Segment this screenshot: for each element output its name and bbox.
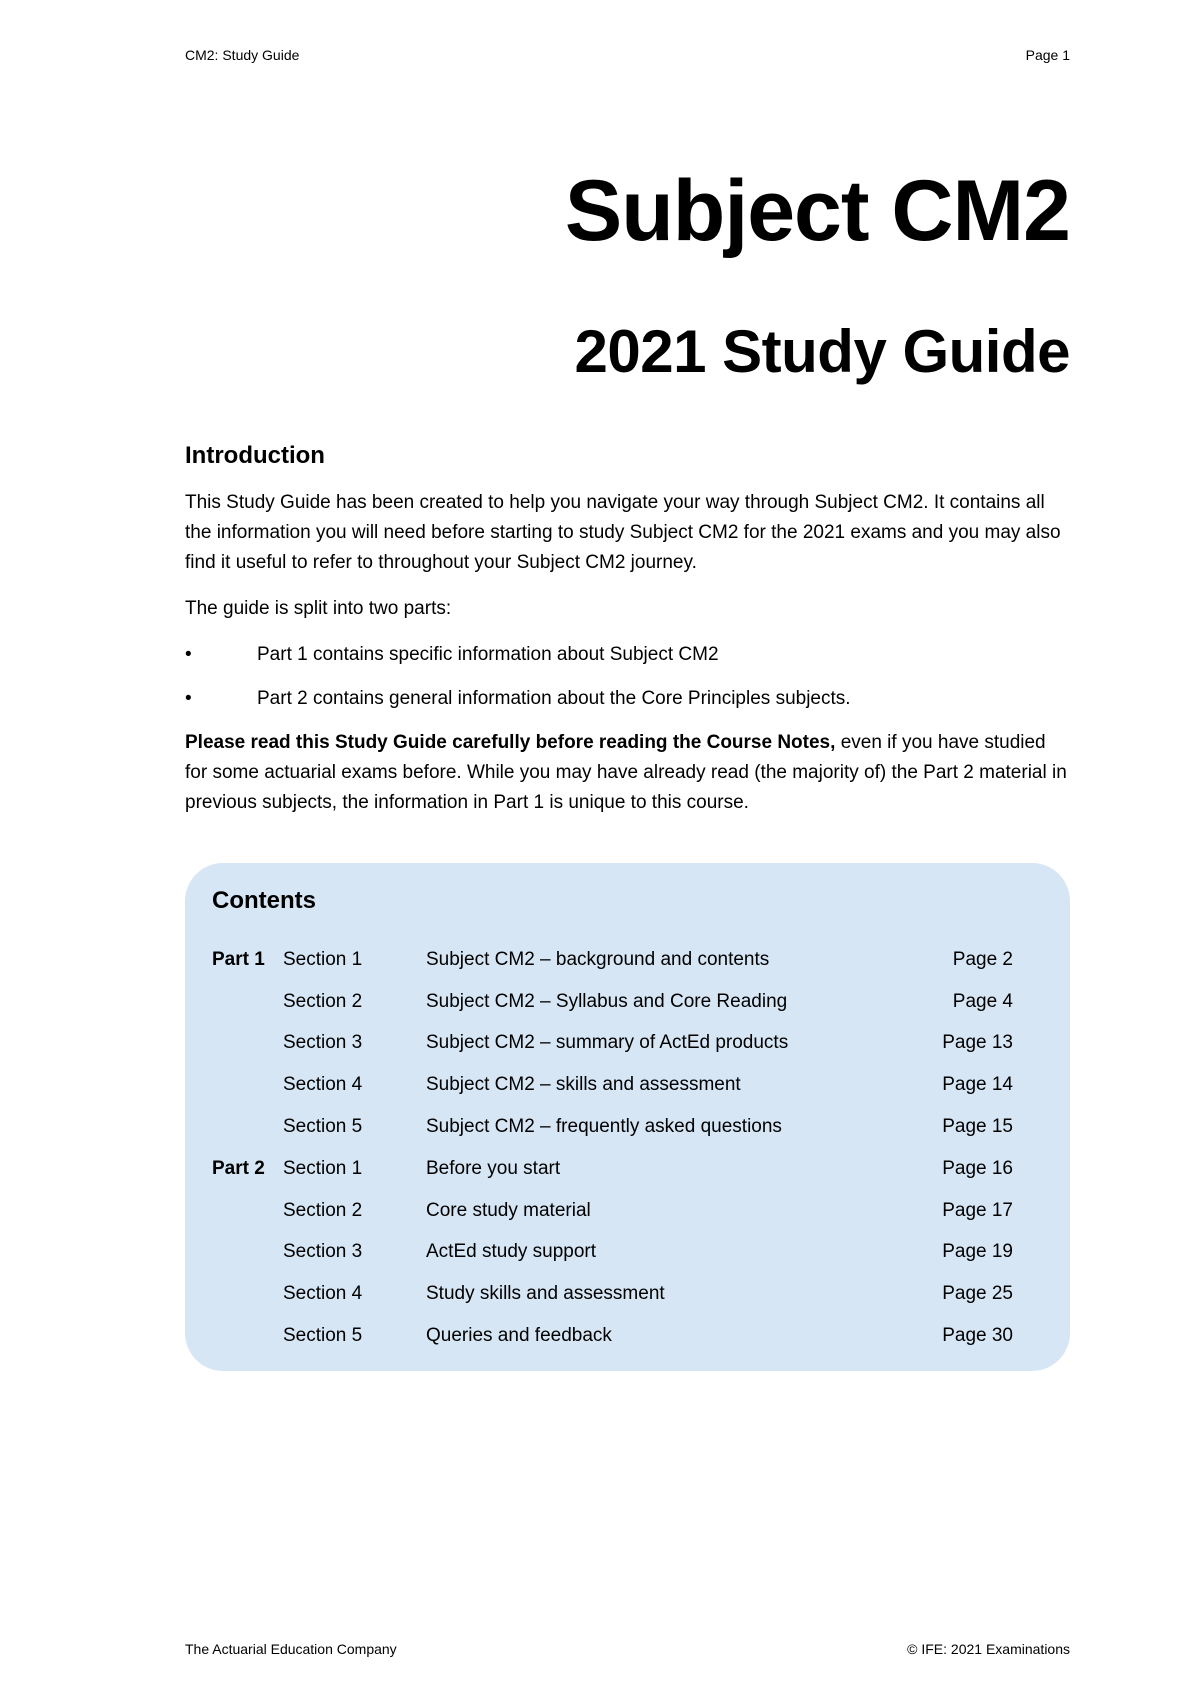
- toc-section: Section 3: [283, 1241, 363, 1263]
- footer-copyright: © IFE: 2021 Examinations: [907, 1641, 1070, 1657]
- toc-title: Core study material: [426, 1199, 591, 1221]
- document-subtitle: 2021 Study Guide: [574, 318, 1070, 385]
- toc-title: Study skills and assessment: [426, 1283, 665, 1305]
- table-row: [212, 1023, 1043, 1065]
- list-item: [185, 684, 1070, 714]
- toc-title: Subject CM2 – Syllabus and Core Reading: [426, 990, 788, 1012]
- introduction-section: [185, 440, 1070, 834]
- toc-section: Section 4: [283, 1283, 363, 1305]
- table-row: [212, 939, 1043, 981]
- footer-publisher: The Actuarial Education Company: [185, 1641, 397, 1657]
- header-doc-title: CM2: Study Guide: [185, 47, 300, 63]
- introduction-paragraph-3: [185, 728, 1070, 818]
- toc-section: Section 5: [283, 1325, 363, 1347]
- bullet-icon: •: [185, 644, 192, 665]
- toc-page: Page 16: [942, 1157, 1013, 1179]
- contents-table: [212, 939, 1043, 1357]
- toc-section: Section 2: [283, 1199, 363, 1221]
- toc-page: Page 2: [952, 948, 1013, 970]
- introduction-paragraph-2: The guide is split into two parts:: [185, 598, 452, 619]
- list-item: [185, 640, 1070, 670]
- toc-page: Page 25: [942, 1283, 1013, 1305]
- table-row: [212, 1148, 1043, 1190]
- list-item-text: Part 2 contains general information about the Core Principles subjects.: [257, 688, 851, 709]
- toc-title: Subject CM2 – frequently asked questions: [426, 1116, 782, 1138]
- toc-section: Section 3: [283, 1032, 363, 1054]
- list-item-text: Part 1 contains specific information about Subject CM2: [257, 644, 719, 665]
- contents-panel: [185, 863, 1070, 1371]
- toc-page: Page 15: [942, 1116, 1013, 1138]
- toc-section: Section 5: [283, 1116, 363, 1138]
- introduction-heading: Introduction: [185, 442, 325, 469]
- toc-page: Page 13: [942, 1032, 1013, 1054]
- contents-heading: Contents: [212, 887, 316, 914]
- toc-section: Section 1: [283, 1157, 363, 1179]
- toc-section: Section 2: [283, 990, 363, 1012]
- toc-title: Subject CM2 – background and contents: [426, 948, 770, 970]
- notice-continuation: even if you have studied for some actuarial exams before. While you may have already read (the majority of) the Part 2 material in previous subjects, the information in Part 1 is unique to this course.: [185, 732, 1067, 813]
- header-page-number: Page 1: [1025, 47, 1070, 63]
- toc-page: Page 19: [942, 1241, 1013, 1263]
- table-row: [212, 1273, 1043, 1315]
- toc-page: Page 30: [942, 1325, 1013, 1347]
- toc-page: Page 17: [942, 1199, 1013, 1221]
- toc-section: Section 4: [283, 1074, 363, 1096]
- toc-title: ActEd study support: [426, 1241, 597, 1263]
- table-row: [212, 1106, 1043, 1148]
- running-footer: [185, 1641, 1070, 1657]
- table-row: [212, 1232, 1043, 1274]
- bullet-icon: •: [185, 688, 192, 709]
- toc-title: Before you start: [426, 1157, 561, 1179]
- introduction-paragraph-1: This Study Guide has been created to help you navigate your way through Subject CM2. It contains all the information you will need before starting to study Subject CM2 for the 2021 exams and you may also find it useful to refer to throughout your Subject CM2 journey.: [185, 492, 1061, 573]
- toc-page: Page 4: [952, 990, 1013, 1012]
- parts-list: [185, 640, 1070, 714]
- table-row: [212, 1315, 1043, 1357]
- toc-section: Section 1: [283, 948, 363, 970]
- toc-part: Part 2: [212, 1157, 265, 1179]
- toc-title: Subject CM2 – summary of ActEd products: [426, 1032, 789, 1054]
- table-row: [212, 1190, 1043, 1232]
- toc-page: Page 14: [942, 1074, 1013, 1096]
- table-row: [212, 1064, 1043, 1106]
- toc-title: Subject CM2 – skills and assessment: [426, 1074, 741, 1096]
- toc-title: Queries and feedback: [426, 1325, 612, 1347]
- important-notice: Please read this Study Guide carefully before reading the Course Notes,: [185, 732, 836, 753]
- table-row: [212, 981, 1043, 1023]
- document-title: Subject CM2: [564, 163, 1070, 259]
- running-header: [185, 47, 1070, 63]
- toc-part: Part 1: [212, 948, 265, 970]
